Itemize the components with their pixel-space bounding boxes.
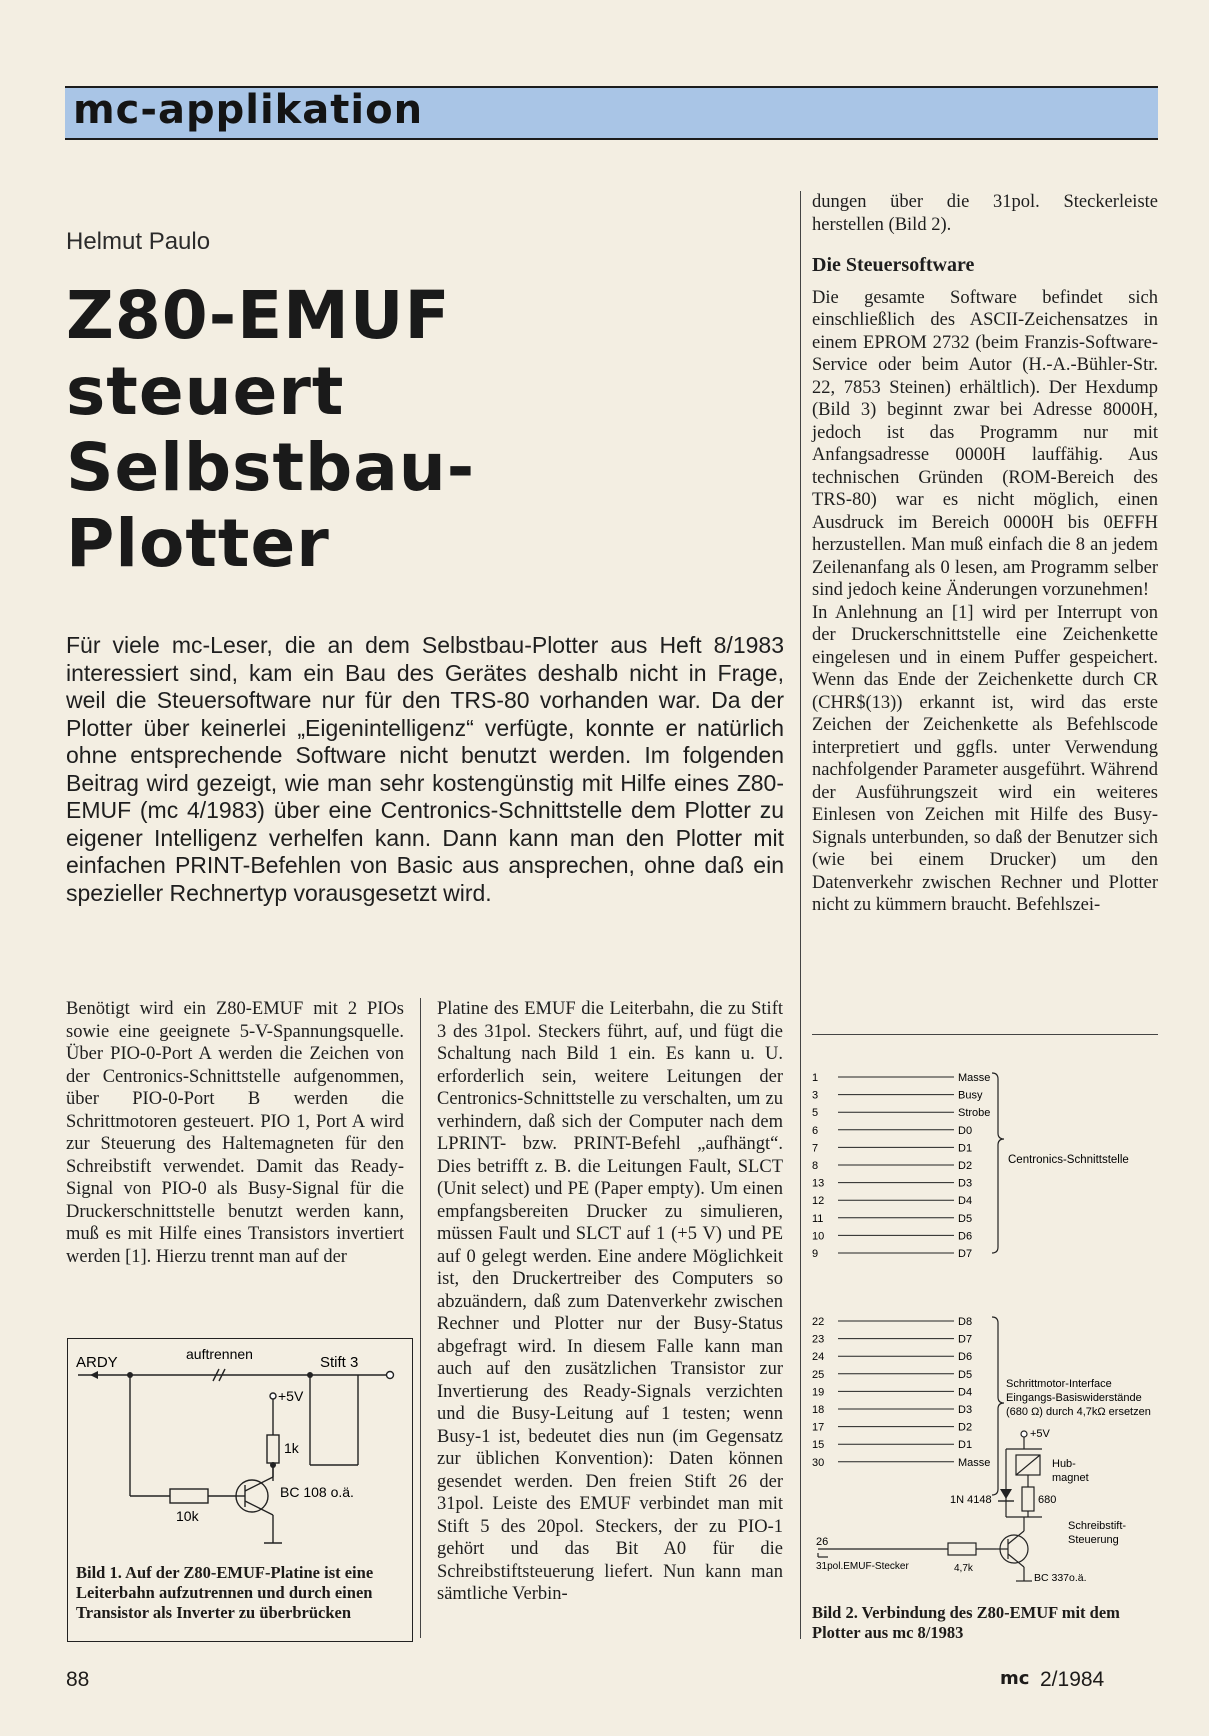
pin-number: 8 — [812, 1160, 819, 1172]
resistor-label: 4,7k — [954, 1563, 973, 1574]
signal-name: Busy — [958, 1089, 983, 1102]
ardy-label: ARDY — [76, 1354, 118, 1371]
signal-name: D8 — [958, 1316, 973, 1328]
body-column-right — [812, 191, 1158, 917]
section-banner-label: mc-applikation — [73, 87, 424, 133]
pin-label: Stift 3 — [320, 1354, 359, 1371]
signal-name: D5 — [958, 1212, 973, 1225]
pin-number: 25 — [812, 1368, 825, 1381]
supply-label: +5V — [1030, 1428, 1050, 1440]
pin-number: 3 — [812, 1089, 819, 1102]
transistor-label: BC 337o.ä. — [1034, 1572, 1087, 1584]
pin-number: 17 — [812, 1421, 825, 1434]
signal-name: Masse — [958, 1072, 991, 1084]
signal-name: D3 — [958, 1404, 973, 1416]
body-paragraph: dungen über die 31pol. Steckerleiste herstellen (Bild 2). — [812, 192, 1158, 235]
interface-label: Schrittmotor-Interface — [1006, 1378, 1112, 1390]
pin-number: 23 — [812, 1333, 825, 1346]
pen-control-label: Steuerung — [1068, 1534, 1119, 1546]
body-column-middle — [437, 998, 783, 1606]
pin-number: 7 — [812, 1142, 819, 1155]
pin-number: 18 — [812, 1404, 825, 1416]
interface-label: (680 Ω) durch 4,7kΩ ersetzen — [1006, 1406, 1151, 1418]
signal-name: D5 — [958, 1368, 973, 1381]
figure-1 — [67, 1338, 413, 1642]
signal-name: D0 — [958, 1124, 973, 1137]
pin-number: 12 — [812, 1195, 825, 1208]
supply-label: +5V — [278, 1388, 304, 1404]
pin-number: 30 — [812, 1456, 825, 1469]
signal-name: D6 — [958, 1351, 973, 1364]
title-line: Selbstbau- — [66, 429, 476, 506]
magazine-logo: mc — [1000, 1668, 1030, 1689]
section-banner — [65, 86, 1158, 140]
pin-number: 24 — [812, 1351, 825, 1364]
signal-name: D6 — [958, 1230, 973, 1243]
resistor-label: 1k — [284, 1440, 299, 1456]
transistor-label: BC 108 o.ä. — [280, 1484, 354, 1500]
cut-label: auftrennen — [186, 1346, 253, 1362]
pin-label: 26 — [816, 1536, 829, 1548]
signal-name: D7 — [958, 1333, 973, 1346]
body-paragraph: Platine des EMUF die Leiterbahn, die zu Stift 3 des 31pol. Steckers führt, auf, und fügt die Schaltung nach Bild 1 ein. Es kann u. U. erforderlich sein, weitere Leitungen der Centronics-Schnittstelle zu verschalten, um zu verhindern, daß sich der Computer nach dem LPRINT- bzw. PRINT-Befehl „aufhängt“. Dies betrifft z. B. die Leitungen Fault, SLCT (Unit select) und PE (Paper empty). Um einen empfangsbereiten Drucker zu simulieren, müssen Fault und SLCT auf 1 (+5 V) und PE auf 0 gelegt werden. Eine andere Möglichkeit ist, den Druckertreiber des Computers so abzuändern, daß zum Datenverkehr zwischen Rechner und Plotter nur der Busy-Status abgefragt wird. In diesem Falle kann man auch auf den zusätzlichen Transistor zur Invertierung des Ready-Signals verzichten und die Busy-Leitung auf 1 testen; wenn Busy-1 ist, bedeutet dies nun (im Gegensatz zur üblichen Konvention): Daten können gesendet werden. Den freien Stift 26 der 31pol. Leiste des EMUF verbindet man mit Stift 5 des 20pol. Steckers, der zu PIO-1 gehört und das Bit A0 für die Schreibstiftsteuerung liefert. Nun kann man sämtliche Verbin- — [437, 999, 783, 1604]
connector-label: 31pol.EMUF-Stecker — [816, 1561, 909, 1572]
column-rule — [420, 998, 421, 1638]
title-line: steuert — [66, 353, 345, 430]
magnet-label: Hub- — [1052, 1458, 1076, 1470]
resistor-label: 680 — [1038, 1494, 1057, 1506]
issue-label: 2/1984 — [1040, 1668, 1105, 1691]
title-line: Plotter — [66, 505, 330, 582]
pin-number: 19 — [812, 1386, 825, 1399]
signal-name: D2 — [958, 1421, 973, 1434]
figure-1-schematic — [68, 1339, 412, 1559]
figure-2-schematic — [808, 1057, 1160, 1597]
pen-control-label: Schreibstift- — [1068, 1520, 1127, 1532]
pin-number: 22 — [812, 1316, 825, 1328]
pin-number: 15 — [812, 1439, 825, 1452]
figure-1-caption: Bild 1. Auf der Z80-EMUF-Platine ist eine Leiterbahn aufzutrennen und durch einen Transistor als Inverter zu überbrücken — [76, 1563, 374, 1622]
signal-name: D1 — [958, 1439, 973, 1452]
body-column-left — [66, 998, 404, 1268]
figure-2-caption: Bild 2. Verbindung des Z80-EMUF mit dem Plotter aus mc 8/1983 — [812, 1603, 1120, 1642]
signal-name: D1 — [958, 1142, 973, 1155]
pin-number: 11 — [812, 1212, 824, 1225]
page-number: 88 — [66, 1668, 90, 1691]
article-title — [66, 278, 475, 582]
pin-number: 9 — [812, 1248, 819, 1260]
signal-name: D7 — [958, 1248, 973, 1260]
resistor-label: 10k — [176, 1508, 199, 1524]
magnet-label: magnet — [1052, 1472, 1089, 1484]
section-heading: Die Steuersoftware — [812, 254, 975, 276]
pin-number: 13 — [812, 1177, 825, 1190]
signal-name: Masse — [958, 1456, 991, 1469]
title-line: Z80-EMUF — [66, 277, 451, 354]
column-rule — [800, 191, 801, 1639]
signal-name: D2 — [958, 1160, 973, 1172]
body-paragraph: Benötigt wird ein Z80-EMUF mit 2 PIOs sowie eine geeignete 5-V-Spannungsquelle. Über PIO-0-Port A werden die Zeichen von der Centronics-Schnittstelle aufgenommen, über PIO-0-Port B werden die Schrittmotoren gesteuert. PIO 1, Port A wird zur Steuerung des Haltemagneten für den Schreibstift verwendet. Damit das Ready-Signal von PIO-0 als Busy-Signal für die Druckerschnittstelle benutzt werden kann, muß es mit Hilfe eines Transistors invertiert werden [1]. Hierzu trennt man auf der — [66, 999, 404, 1267]
interface-label: Eingangs-Basiswiderstände — [1006, 1392, 1142, 1404]
lead-paragraph: Für viele mc-Leser, die an dem Selbstbau-Plotter aus Heft 8/1983 interessiert sind, kam ein Bau des Gerätes deshalb nicht in Frage, weil die Steuersoftware nur für den TRS-80 vorhanden war. Da der Plotter über keinerlei „Eigenintelligenz“ verfügte, konnte er natürlich ohne entsprechende Software nicht benutzt werden. Im folgenden Beitrag wird gezeigt, wie man sehr kostengünstig mit Hilfe eines Z80-EMUF (mc 4/1983) über eine Centronics-Schnittstelle dem Plotter zu eigener Intelligenz verhelfen kann. Dann kann man den Plotter mit einfachen PRINT-Befehlen von Basic aus ansprechen, ohne daß ein spezieller Rechnertyp vorausgesetzt wird. — [66, 632, 784, 906]
author: Helmut Paulo — [66, 228, 211, 255]
figure-rule — [812, 1034, 1158, 1035]
centronics-label: Centronics-Schnittstelle — [1008, 1154, 1129, 1166]
body-paragraph: In Anlehnung an [1] wird per Interrupt von der Druckerschnittstelle eine Zeichenkette eingelesen und in einem Puffer gespeichert. Wenn das Ende der Zeichenkette durch CR (CHR$(13)) erkannt ist, wird das erste Zeichen der Zeichenkette als Befehlscode interpretiert und ggfls. unter Verwendung nachfolgender Parameter ausgeführt. Während der Ausführungszeit wird ein weiteres Einlesen von Zeichen mit Hilfe des Busy-Signals unterbunden, so daß der Benutzer sich (wie bei einem Drucker) um den Datenverkehr zwischen Rechner und Plotter nicht zu kümmern braucht. Befehlszei- — [812, 602, 1158, 915]
signal-name: D4 — [958, 1386, 973, 1399]
pin-number: 10 — [812, 1230, 825, 1243]
pin-number: 5 — [812, 1107, 819, 1120]
figure-2 — [808, 1057, 1160, 1642]
signal-name: D4 — [958, 1195, 973, 1208]
signal-name: D3 — [958, 1177, 973, 1190]
pin-number: 6 — [812, 1124, 819, 1137]
pin-number: 1 — [812, 1072, 819, 1084]
signal-name: Strobe — [958, 1107, 991, 1120]
diode-label: 1N 4148 — [950, 1494, 992, 1506]
body-paragraph: Die gesamte Software befindet sich einschließlich des ASCII-Zeichensatzes in einem EPROM 2732 (beim Franzis-Software-Service oder beim Autor (H.-A.-Bühler-Str. 22, 7853 Steinen) erhältlich). Der Hexdump (Bild 3) beginnt zwar bei Adresse 8000H, jedoch ist das Programm nur mit Anfangsadresse 0000H lauffähig. Aus technischen Gründen (ROM-Bereich des TRS-80) war es nicht möglich, einen Ausdruck im Bereich 0000H bis 0EFFH herzustellen. Man muß einfach die 8 an jedem Zeilenanfang als 0 lesen, am Programm selber sind jedoch keine Änderungen vorzunehmen! — [812, 287, 1158, 600]
